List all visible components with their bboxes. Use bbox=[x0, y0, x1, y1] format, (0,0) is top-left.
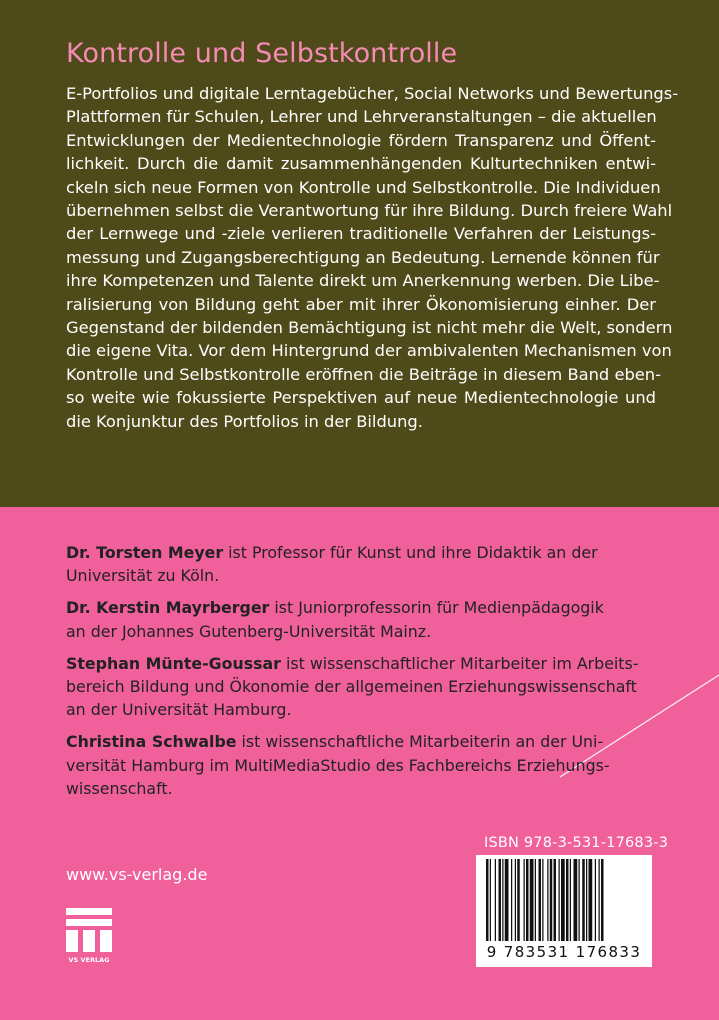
author-name: Dr. Torsten Meyer bbox=[66, 543, 224, 562]
author-name: Christina Schwalbe bbox=[66, 732, 237, 752]
author-description: ist wissenschaftliche Mitarbeiterin an der Uni- bbox=[236, 732, 604, 752]
synopsis-panel bbox=[0, 0, 719, 507]
synopsis-line: der Lernwege und -ziele verlieren traditionelle Verfahren der Leistungs- bbox=[66, 224, 656, 244]
book-title: Kontrolle und Selbstkontrolle bbox=[66, 38, 458, 69]
author-name: Stephan Münte-Goussar bbox=[66, 653, 281, 673]
publisher-website: www.vs-verlag.de bbox=[66, 865, 208, 884]
synopsis-line: Entwicklungen der Medientechnologie fördern Transparenz und Öffent- bbox=[66, 130, 656, 150]
isbn-barcode bbox=[476, 855, 652, 967]
author-description: ist Professor für Kunst und ihre Didaktik an der bbox=[223, 543, 598, 562]
synopsis-line: so weite wie fokussierte Perspektiven auf neue Medientechnologie und bbox=[66, 388, 656, 408]
author-description: an der Johannes Gutenberg-Universität Mainz. bbox=[66, 621, 432, 641]
synopsis-line: übernehmen selbst die Verantwortung für ihre Bildung. Durch freiere Wahl bbox=[66, 201, 673, 221]
author-description: an der Universität Hamburg. bbox=[66, 700, 292, 720]
author-description: ist Juniorprofessorin für Medienpädagogik bbox=[269, 598, 604, 618]
publisher-logo-icon bbox=[66, 908, 112, 964]
author-bio bbox=[66, 541, 656, 587]
author-bio bbox=[66, 730, 656, 800]
author-description: versität Hamburg im MultiMediaStudio des Fachbereichs Erziehungs- bbox=[66, 755, 610, 775]
barcode-bars bbox=[482, 859, 646, 943]
synopsis-text bbox=[66, 82, 679, 433]
synopsis-line: die eigene Vita. Vor dem Hintergrund der ambivalenten Mechanismen von bbox=[66, 341, 672, 361]
author-description: ist wissenschaftlicher Mitarbeiter im Arbeits- bbox=[280, 653, 639, 673]
barcode-number: 9 783531 176833 bbox=[486, 943, 642, 961]
author-bio bbox=[66, 652, 656, 722]
author-bio bbox=[66, 596, 656, 642]
synopsis-line: ckeln sich neue Formen von Kontrolle und Selbstkontrolle. Die Individuen bbox=[66, 177, 661, 197]
author-description: Universität zu Köln. bbox=[66, 566, 220, 586]
synopsis-line: ralisierung von Bildung geht aber mit ihrer Ökonomisierung einher. Der bbox=[66, 294, 656, 314]
author-name: Dr. Kerstin Mayrberger bbox=[66, 598, 270, 618]
isbn-label: ISBN 978-3-531-17683-3 bbox=[484, 835, 669, 851]
author-description: wissenschaft. bbox=[66, 778, 173, 798]
author-description: bereich Bildung und Ökonomie der allgemeinen Erziehungswissenschaft bbox=[66, 677, 637, 697]
publisher-logo-text: VS VERLAG bbox=[68, 956, 110, 964]
synopsis-line: Gegenstand der bildenden Bemächtigung ist nicht mehr die Welt, sondern bbox=[66, 318, 673, 338]
synopsis-line: ihre Kompetenzen und Talente direkt um Anerkennung werben. Die Libe- bbox=[66, 271, 660, 291]
author-bios bbox=[66, 541, 656, 809]
synopsis-line: messung und Zugangsberechtigung an Bedeutung. Lernende können für bbox=[66, 247, 660, 267]
synopsis-line: die Konjunktur des Portfolios in der Bildung. bbox=[66, 411, 423, 431]
synopsis-line: Plattformen für Schulen, Lehrer und Lehrveranstaltungen – die aktuellen bbox=[66, 107, 657, 127]
synopsis-line: lichkeit. Durch die damit zusammenhängenden Kulturtechniken entwi- bbox=[66, 154, 656, 174]
synopsis-line: E-Portfolios und digitale Lerntagebücher, Social Networks und Bewertungs- bbox=[66, 84, 679, 103]
synopsis-line: Kontrolle und Selbstkontrolle eröffnen die Beiträge in diesem Band eben- bbox=[66, 364, 662, 384]
